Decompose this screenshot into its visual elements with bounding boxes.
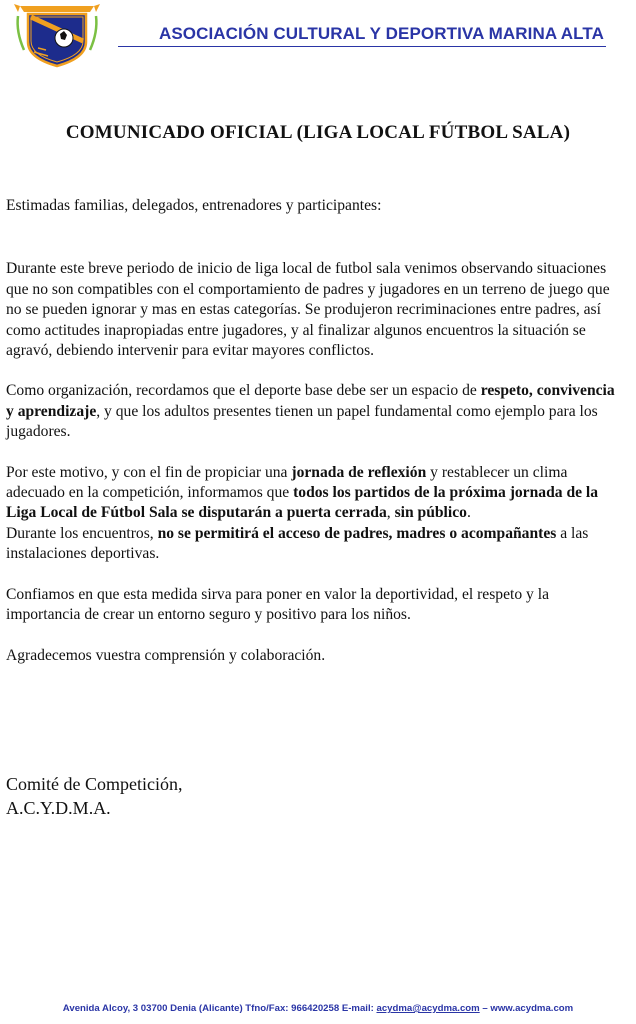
signature-committee: Comité de Competición, [6, 774, 183, 794]
paragraph-situation: Durante este breve periodo de inicio de liga local de futbol sala venimos observando situaciones que no son compatibles con el comportamiento de padres y jugadores en un terreno de juego que no se pueden ignorar y mas en estas categorías. Se produjeron recriminaciones entre padres, así como actitudes inapropiadas entre jugadores, y al finalizar algunos encuentros la situación se agravó, debiendo intervenir para evitar mayores conflictos. [6, 260, 610, 360]
association-logo [14, 2, 100, 68]
page-title: COMUNICADO OFICIAL (LIGA LOCAL FÚTBOL SALA) [65, 122, 571, 143]
paragraph-organization: Como organización, recordamos que el deporte base debe ser un espacio de respeto, convivencia y aprendizaje, y que los adultos presentes tienen un papel fundamental como ejemplo para los jugadores. [6, 382, 615, 441]
signature-block [6, 772, 182, 820]
paragraph-thanks: Agradecemos vuestra comprensión y colaboración. [6, 646, 326, 664]
footer-email-link[interactable]: acydma@acydma.com [376, 1003, 480, 1014]
footer-address: Avenida Alcoy, 3 03700 Denia (Alicante) Tfno/Fax: 966420258 E-mail: [62, 1003, 377, 1014]
letterhead [0, 0, 636, 80]
paragraph-measure: Por este motivo, y con el fin de propiciar una jornada de reflexión y restablecer un clima adecuado en la competición, informamos que todos los partidos de la próxima jornada de la Liga Local de Fútbol Sala se disputarán a puerta cerrada, sin público. Durante los encuentros, no se permitirá el acceso de padres, madres o acompañantes a las instalaciones deportivas. [6, 463, 599, 563]
letter-body [6, 196, 616, 686]
paragraph-hope: Confiamos en que esta medida sirva para poner en valor la deportividad, el respeto y la importancia de crear un entorno seguro y positivo para los niños. [6, 585, 549, 624]
organization-name: ASOCIACIÓN CULTURAL Y DEPORTIVA MARINA ALTA [158, 24, 604, 43]
header-divider [118, 46, 606, 47]
footer-website: – www.acydma.com [479, 1003, 574, 1014]
greeting: Estimadas familias, delegados, entrenadores y participantes: [6, 197, 382, 214]
signature-org: A.C.Y.D.M.A. [6, 798, 111, 818]
footer-contact [0, 1003, 636, 1014]
